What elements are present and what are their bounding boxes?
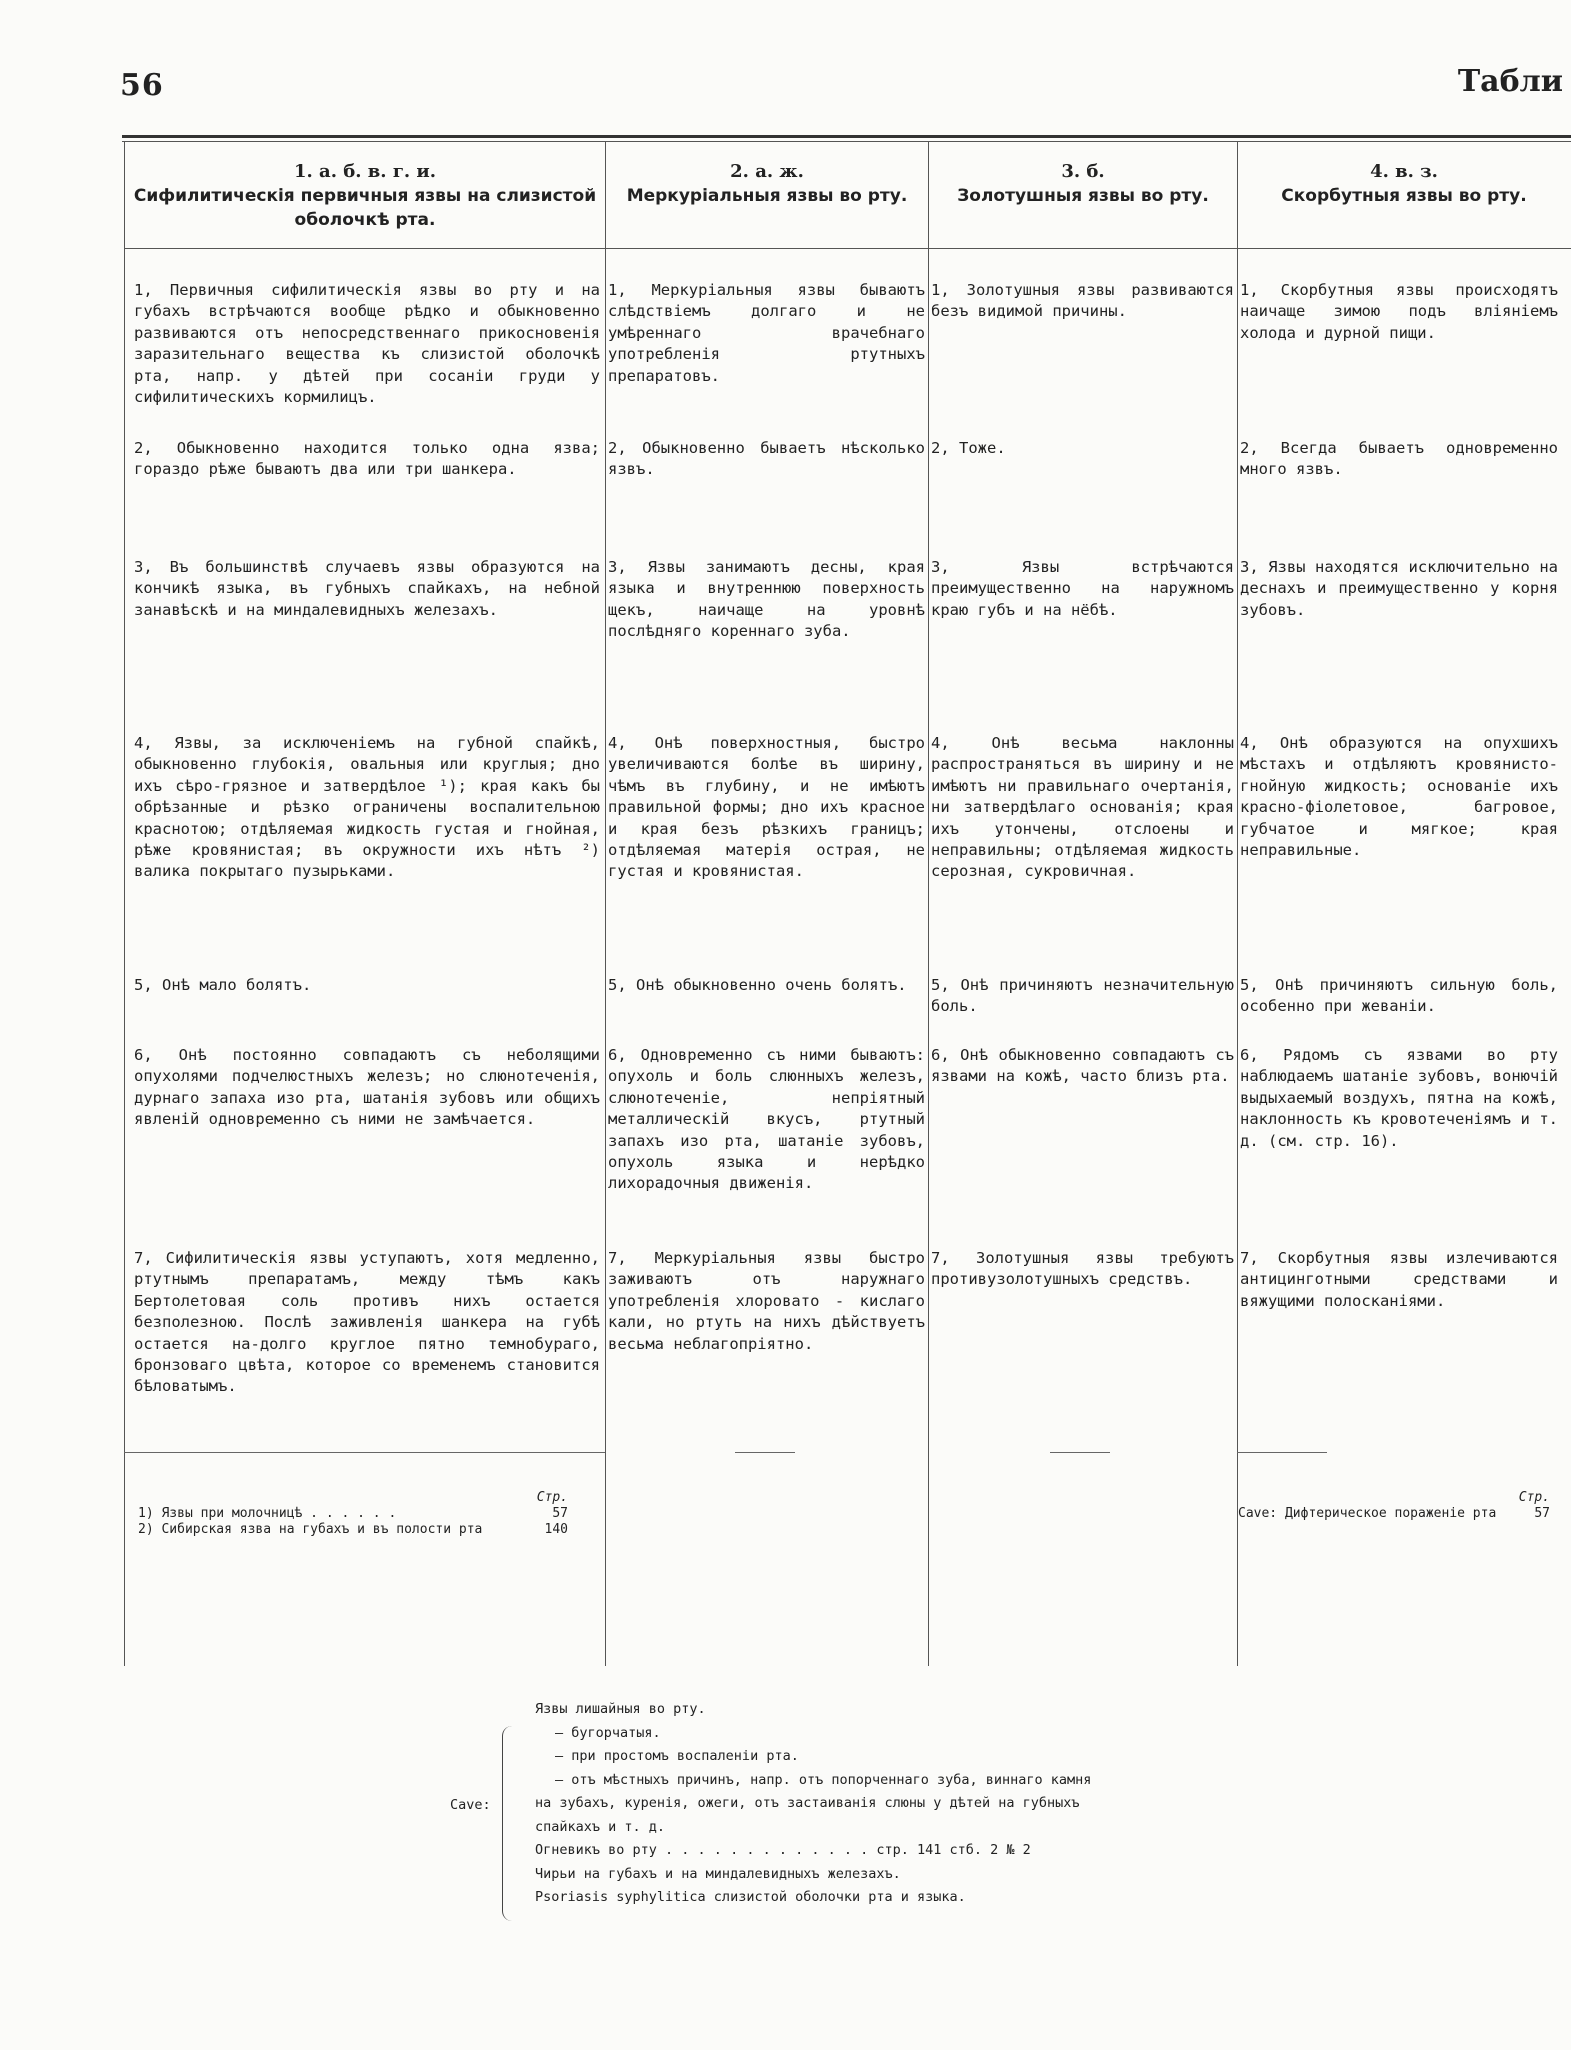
column-header-4	[1243, 160, 1565, 208]
table-cell: 3, Язвы занимаютъ десны, края языка и внутреннюю поверхность щекъ, наичаще на уровнѣ послѣдняго кореннаго зуба.	[608, 558, 925, 641]
footnote-rule	[1050, 1452, 1110, 1453]
footnote-page-label: Стр.	[536, 1490, 568, 1505]
table-cell: 7, Золотушныя язвы требуютъ противузолотушныхъ средствъ.	[931, 1249, 1234, 1289]
table-cell: 1, Первичныя сифилитическія язвы во рту и на губахъ встрѣчаются вообще рѣдко и обыкновенно развиваются отъ непосредственнаго прикосновенія заразительнаго вещества къ слизистой оболочкѣ рта, напр. у дѣтей при сосаніи груди у сифилитическихъ кормилицъ.	[134, 281, 600, 407]
table-cell: 4, Онѣ образуются на опухшихъ мѣстахъ и отдѣляютъ кровянисто-гнойную жидкость; основаніе ихъ красно-фіолетовое, багровое, губчатое и мягкое; края неправильные.	[1240, 734, 1558, 860]
cave-line: — отъ мѣстныхъ причинъ, напр. отъ попорченнаго зуба, виннаго камня	[555, 1771, 1092, 1788]
header-rule	[124, 248, 1571, 249]
column-header-1	[130, 160, 600, 232]
cave-label: Cave:	[450, 1797, 491, 1813]
footnote-page: 57	[1534, 1506, 1550, 1521]
table-cell: 7, Меркуріальныя язвы быстро заживаютъ отъ наружнаго употребленія хлоровато - кислаго кали, но ртуть на нихъ дѣйствуетъ весьма неблагопріятно.	[608, 1249, 925, 1353]
column-divider	[605, 141, 606, 1666]
footnote-item	[138, 1522, 568, 1538]
footnote-text: 1) Язвы при молочницѣ . . . . . .	[138, 1506, 397, 1521]
table-cell: 5, Онѣ причиняютъ сильную боль, особенно при жеваніи.	[1240, 976, 1558, 1016]
table-cell: 4, Онѣ поверхностныя, быстро увеличиваются болѣе въ ширину, чѣмъ въ глубину, и не имѣютъ правильной формы; дно ихъ красное и края безъ рѣзкихъ границъ; отдѣляемая матерія острая, не густая и кровянистая.	[608, 734, 925, 881]
column-title: Сифилитическія первичныя язвы на слизистой оболочкѣ рта.	[133, 186, 597, 230]
top-rule-thin	[122, 141, 1571, 142]
table-cell: 4, Онѣ весьма наклонны распространяться въ ширину и не имѣютъ ни правильнаго очертанія, ни затвердѣлаго основанія; края ихъ утончены, отслоены и неправильны; отдѣляемая жидкость серозная, сукровичная.	[931, 734, 1234, 881]
cave-line: — при простомъ воспаленіи рта.	[555, 1748, 799, 1764]
top-rule	[122, 135, 1571, 138]
footnote-rule	[124, 1452, 605, 1453]
running-title: Табли	[1457, 64, 1563, 99]
footnote-page: 57	[552, 1506, 568, 1521]
table-cell: 2, Обыкновенно находится только одна язва; гораздо рѣже бываютъ два или три шанкера.	[134, 439, 600, 479]
table-cell: 1, Золотушныя язвы развиваются безъ видимой причины.	[931, 281, 1234, 321]
column-divider	[928, 141, 929, 1666]
cave-line: Язвы лишайныя во рту.	[535, 1701, 706, 1717]
column-title: Золотушныя язвы во рту.	[957, 186, 1209, 206]
footnote-text: 2) Сибирская язва на губахъ и въ полости рта	[138, 1522, 483, 1537]
table-cell: 2, Обыкновенно бываетъ нѣсколько язвъ.	[608, 439, 925, 479]
cave-lines	[535, 1698, 1255, 1910]
cave-line: Огневикъ во рту . . . . . . . . . . . . . стр. 141 стб. 2 № 2	[535, 1842, 1031, 1858]
column-number: 4. в. з.	[1370, 161, 1438, 182]
cave-line: спайкахъ и т. д.	[535, 1818, 666, 1835]
cave-line: Чирьи на губахъ и на миндалевидныхъ железахъ.	[535, 1865, 901, 1882]
table-cell: 5, Онѣ причиняютъ незначительную боль.	[931, 976, 1234, 1016]
footnote-rule	[1237, 1452, 1327, 1453]
table-cell: 3, Язвы встрѣчаются преимущественно на наружномъ краю губъ и на нёбѣ.	[931, 558, 1234, 619]
footnote-page-label: Стр.	[1518, 1490, 1550, 1505]
table-cell: 6, Рядомъ съ язвами во рту наблюдаемъ шатаніе зубовъ, вонючій выдыхаемый воздухъ, пятна на кожѣ, наклонность къ кровотеченіямъ и т. д. (см. стр. 16).	[1240, 1046, 1558, 1150]
table-cell: 7, Сифилитическія язвы уступаютъ, хотя медленно, ртутнымъ препаратамъ, между тѣмъ какъ Бертолетовая соль противъ нихъ остается безполезною. Послѣ заживленія шанкера на губѣ остается на-долго круглое пятно темнобураго, бронзоваго цвѣта, которое со временемъ становится бѣловатымъ.	[134, 1249, 600, 1396]
cave-brace	[502, 1726, 513, 1921]
column-header-3	[934, 160, 1232, 208]
table-cell: 3, Язвы находятся исключительно на деснахъ и преимущественно у корня зубовъ.	[1240, 558, 1558, 619]
table-cell: 2, Всегда бываетъ одновременно много язвъ.	[1240, 439, 1558, 479]
table-cell: 7, Скорбутныя язвы излечиваются антицинготными средствами и вяжущими полосканіями.	[1240, 1249, 1558, 1310]
footnote-text: Cave: Дифтерическое пораженіе рта	[1238, 1506, 1497, 1521]
table-cell: 1, Скорбутныя язвы происходятъ наичаще зимою подъ вліяніемъ холода и дурной пищи.	[1240, 281, 1558, 342]
table-cell: 3, Въ большинствѣ случаевъ язвы образуются на кончикѣ языка, въ губныхъ спайкахъ, на небной занавѣскѣ и на миндалевидныхъ железахъ.	[134, 558, 600, 619]
table-cell: 1, Меркуріальныя язвы бываютъ слѣдствіемъ долгаго и не умѣреннаго врачебнаго употребленія ртутныхъ препаратовъ.	[608, 281, 925, 385]
footnote-page: 140	[544, 1522, 568, 1537]
column-number: 3. б.	[1061, 161, 1105, 182]
footnotes-left	[138, 1490, 568, 1538]
cave-line: на зубахъ, куренія, ожеги, отъ застаиванія слюны у дѣтей на губныхъ	[535, 1795, 1080, 1811]
column-number: 1. а. б. в. г. и.	[293, 161, 436, 182]
table-cell: 6, Онѣ обыкновенно совпадаютъ съ язвами на кожѣ, часто близъ рта.	[931, 1046, 1234, 1086]
column-title: Скорбутныя язвы во рту.	[1281, 186, 1527, 206]
table-cell: 4, Язвы, за исключеніемъ на губной спайкѣ, обыкновенно глубокія, овальныя или круглыя; дно ихъ сѣро-грязное и затвердѣлое ¹); края какъ бы обрѣзанные и рѣзко ограничены воспалительною краснотою; отдѣляемая жидкость густая и гнойная, рѣже кровянистая; въ окружности ихъ нѣтъ ²) валика покрытаго пузырьками.	[134, 734, 600, 881]
table-cell: 5, Онѣ мало болятъ.	[134, 976, 312, 994]
table-cell: 2, Тоже.	[931, 439, 1006, 457]
cave-line: Psoriasis syphylitica слизистой оболочки рта и языка.	[535, 1889, 966, 1905]
table-cell: 6, Одновременно съ ними бываютъ: опухоль и боль слюнныхъ железъ, слюнотеченіе, непріятный металлическій вкусъ, ртутный запахъ изо рта, шатаніе зубовъ, опухоль языка и нерѣдко лихорадочныя движенія.	[608, 1046, 925, 1193]
table-cell: 6, Онѣ постоянно совпадаютъ съ неболящими опухолями подчелюстныхъ железъ; но слюнотеченія, дурнаго запаха изо рта, шатанія зубовъ или общихъ явленій одновременно съ ними не замѣчается.	[134, 1046, 600, 1129]
footnote-rule	[735, 1452, 795, 1453]
column-number: 2. а. ж.	[730, 161, 804, 182]
footnote-item	[138, 1506, 568, 1522]
column-title: Меркуріальныя язвы во рту.	[626, 186, 908, 206]
table-cell: 5, Онѣ обыкновенно очень болятъ.	[608, 976, 907, 994]
column-header-2	[612, 160, 922, 208]
cave-line: — бугорчатыя.	[555, 1724, 661, 1741]
column-divider	[124, 141, 125, 1666]
footnotes-right	[1238, 1490, 1550, 1522]
footnote-item	[1238, 1506, 1550, 1522]
page-number: 56	[120, 68, 164, 103]
column-divider	[1237, 141, 1238, 1666]
